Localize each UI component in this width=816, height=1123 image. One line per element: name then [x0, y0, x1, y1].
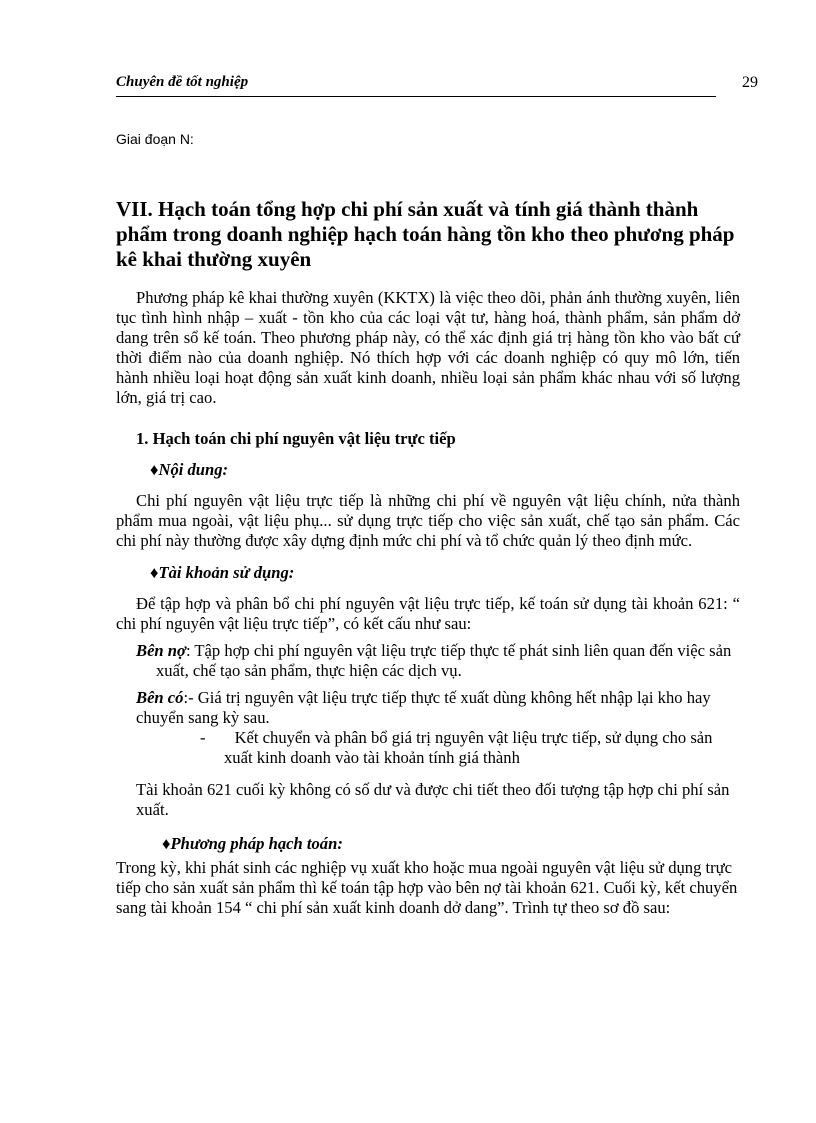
content-heading-label: Nội dung: [158, 460, 229, 479]
header-rule [116, 96, 716, 97]
credit-label: Bên có [136, 688, 184, 707]
subsection-title: 1. Hạch toán chi phí nguyên vật liệu trực tiếp [136, 429, 456, 448]
section-heading-vii: VII. Hạch toán tổng hợp chi phí sản xuất và tính giá thành thành phẩm trong doanh nghiệp hạch toán hàng tồn kho theo phương pháp kê khai thường xuyên [116, 197, 735, 271]
document-body [116, 197, 740, 918]
debit-label: Bên nợ [136, 641, 186, 660]
account-heading-label: Tài khoản sử dụng: [158, 563, 295, 582]
method-heading-label: Phương pháp hạch toán: [170, 834, 343, 853]
page-number: 29 [742, 74, 758, 91]
credit-text: :- Giá trị nguyên vật liệu trực tiếp thực tế xuất dùng không hết nhập lại kho hay chuyển sang kỳ sau. [136, 688, 711, 727]
content-paragraph: Chi phí nguyên vật liệu trực tiếp là những chi phí về nguyên vật liệu chính, nửa thành phẩm mua ngoài, vật liệu phụ... sử dụng trực tiếp cho việc sản xuất, chế tạo sản phẩm. Các chi phí này thường được xây dựng định mức chi phí và tổ chức quản lý theo định mức. [116, 491, 740, 550]
account-heading [150, 563, 740, 583]
page-header [116, 74, 758, 98]
header-title: Chuyên đề tốt nghiệp [116, 74, 249, 90]
debit-entry [116, 641, 740, 681]
credit-item: - Kết chuyển và phân bổ giá trị nguyên vật liệu trực tiếp, sử dụng cho sản xuất kinh doanh vào tài khoản tính giá thành [200, 728, 717, 767]
diamond-bullet-icon: ♦ [150, 460, 159, 479]
method-heading [162, 834, 740, 854]
diamond-bullet-icon: ♦ [162, 834, 171, 853]
debit-text: : Tập hợp chi phí nguyên vật liệu trực tiếp thực tế phát sinh liên quan đến việc sản xuất, chế tạo sản phẩm, thực hiện các dịch vụ. [156, 641, 732, 680]
method-paragraph: Trong kỳ, khi phát sinh các nghiệp vụ xuất kho hoặc mua ngoài nguyên vật liệu sử dụng trực tiếp cho sản xuất sản phẩm thì kế toán tập hợp vào bên nợ tài khoản 621. Cuối kỳ, kết chuyển sang tài khoản 154 “ chi phí sản xuất kinh doanh dở dang”. Trình tự theo sơ đồ sau: [116, 858, 738, 917]
balance-paragraph: Tài khoản 621 cuối kỳ không có số dư và được chi tiết theo đối tượng tập hợp chi phí sản xuất. [136, 780, 730, 819]
account-paragraph: Để tập hợp và phân bổ chi phí nguyên vật liệu trực tiếp, kế toán sử dụng tài khoản 621: “ chi phí nguyên vật liệu trực tiếp”, có kết cấu như sau: [116, 594, 740, 633]
content-heading [150, 460, 740, 480]
credit-entry [116, 688, 740, 728]
diamond-bullet-icon: ♦ [150, 563, 159, 582]
intro-paragraph: Phương pháp kê khai thường xuyên (KKTX) là việc theo dõi, phản ánh thường xuyên, liên tục tình hình nhập – xuất - tồn kho của các loại vật tư, hàng hoá, thành phẩm, sản phẩm dở dang trên sổ kế toán. Theo phương pháp này, có thể xác định giá trị hàng tồn kho vào bất cứ thời điểm nào của doanh nghiệp. Nó thích hợp với các doanh nghiệp có quy mô lớn, tiến hành nhiều loại hoạt động sản xuất kinh doanh, nhiều loại sản phẩm khác nhau với số lượng lớn, giá trị cao. [116, 288, 740, 407]
stage-label: Giai đoạn N: [116, 131, 194, 147]
